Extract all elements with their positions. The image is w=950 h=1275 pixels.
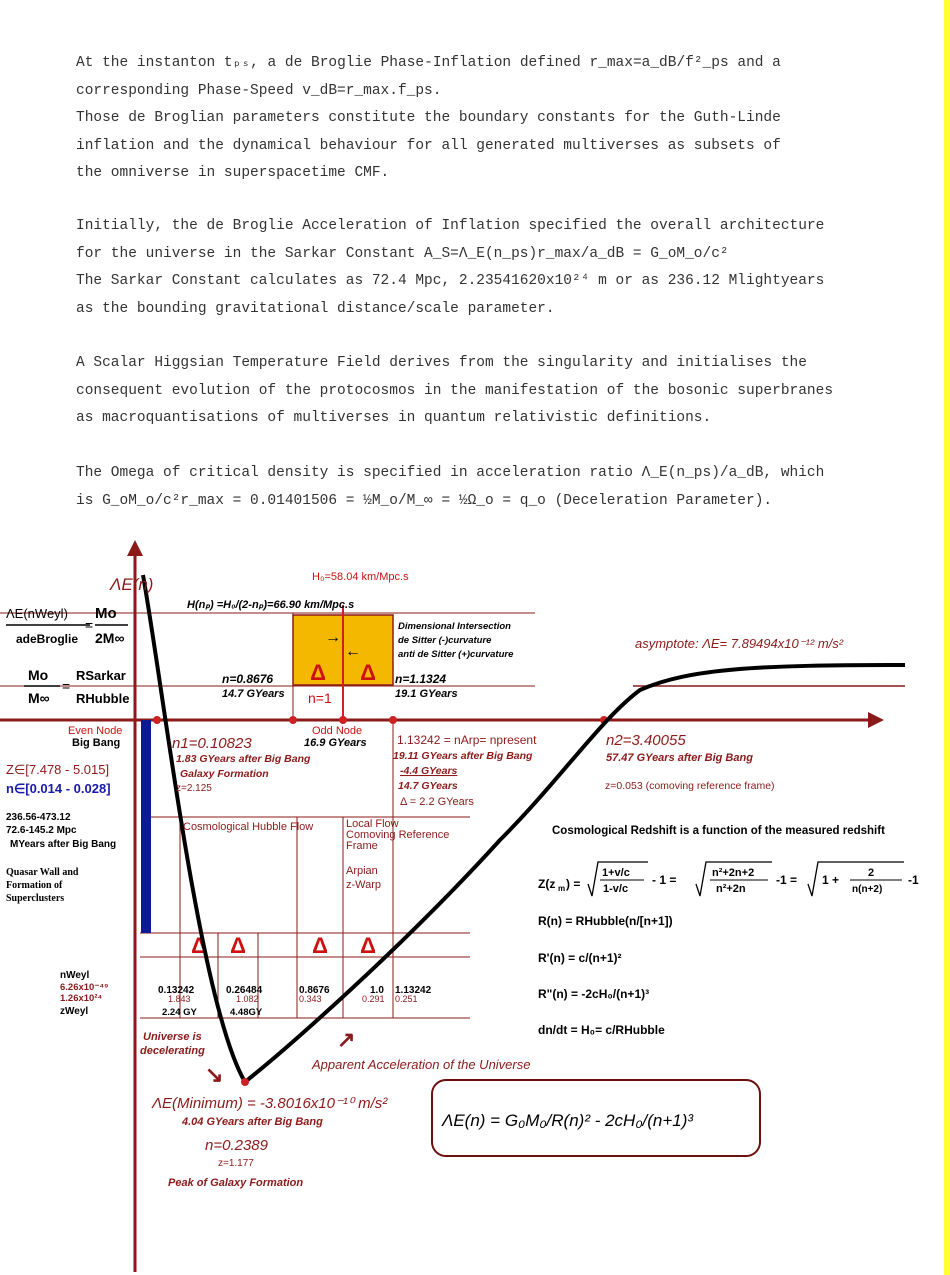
- svg-text:Cosmological Hubble Flow: Cosmological Hubble Flow: [183, 821, 314, 833]
- svg-text:1.0: 1.0: [370, 985, 384, 996]
- svg-text:n²+2n+2: n²+2n+2: [712, 867, 755, 879]
- svg-text:Galaxy Formation: Galaxy Formation: [180, 768, 269, 780]
- svg-text:←: ←: [345, 643, 361, 660]
- delta-symbol: Δ: [312, 933, 328, 958]
- svg-text:Superclusters: Superclusters: [6, 893, 65, 904]
- svg-text:z=0.053 (comoving reference fr: z=0.053 (comoving reference frame): [605, 780, 775, 792]
- text-line: corresponding Phase-Speed v_dB=r_max.f_ps.: [76, 82, 442, 99]
- svg-text:14.7 GYears: 14.7 GYears: [222, 688, 285, 700]
- text-line: The Sarkar Constant calculates as 72.4 Mpc, 2.23541620x10²⁴ m or as 236.12 Mlightyears: [76, 273, 825, 289]
- formula-text: ΛE(n) = G₀M₀/R(n)² - 2cH₀/(n+1)³: [442, 1111, 694, 1130]
- text-line: as the bounding gravitational distance/scale parameter.: [76, 300, 555, 317]
- y-axis-label: ΛE(n): [110, 575, 154, 594]
- svg-text:decelerating: decelerating: [140, 1045, 205, 1057]
- svg-text:-1 =: -1 =: [776, 873, 798, 887]
- text-line: for the universe in the Sarkar Constant A_S=Λ_E(n_ps)r_max/a_dB = G_oM_o/c²: [76, 245, 729, 262]
- svg-text:19.11 GYears after Big Bang: 19.11 GYears after Big Bang: [393, 750, 533, 762]
- text-line: At the instanton tₚₛ, a de Broglie Phase-Inflation defined r_max=a_dB/f²_ps and a: [76, 55, 781, 71]
- svg-text:n²+2n: n²+2n: [716, 883, 746, 895]
- svg-text:19.1 GYears: 19.1 GYears: [395, 688, 458, 700]
- text-line: A Scalar Higgsian Temperature Field derives from the singularity and initialises the: [76, 355, 807, 371]
- svg-text:z=2.125: z=2.125: [176, 783, 212, 794]
- hubble-nps: H(nₚ) =H₀/(2-nₚ)=66.90 km/Mpc.s: [187, 599, 355, 611]
- text-line: Those de Broglian parameters constitute the boundary constants for the Guth-Linde: [76, 110, 781, 126]
- svg-text:16.9 GYears: 16.9 GYears: [304, 737, 367, 749]
- svg-text:0.251: 0.251: [395, 994, 418, 1004]
- svg-text:=: =: [85, 617, 94, 633]
- svg-text:ΛE(Minimum) = -3.8016x10⁻¹⁰ m/: ΛE(Minimum) = -3.8016x10⁻¹⁰ m/s²: [152, 1095, 388, 1112]
- svg-text:57.47 GYears after Big Bang: 57.47 GYears after Big Bang: [606, 752, 753, 764]
- svg-text:2.24 GY: 2.24 GY: [162, 1007, 197, 1018]
- svg-text:dn/dt = H₀= c/RHubble: dn/dt = H₀= c/RHubble: [538, 1023, 665, 1037]
- svg-text:RSarkar: RSarkar: [76, 668, 126, 683]
- svg-text:-1: -1: [908, 873, 919, 887]
- text-line: The Omega of critical density is specified in acceleration ratio Λ_E(n_ps)/a_dB, which: [76, 465, 825, 481]
- delta-symbol: Δ: [191, 933, 207, 958]
- hubble-constant: H₀=58.04 km/Mpc.s: [312, 571, 409, 583]
- svg-text:Comoving Reference: Comoving Reference: [346, 829, 450, 841]
- svg-text:=: =: [62, 678, 71, 694]
- svg-text:1.13242: 1.13242: [395, 985, 432, 996]
- svg-text:14.7 GYears: 14.7 GYears: [398, 780, 458, 792]
- delta-symbol: Δ: [230, 933, 246, 958]
- svg-text:Apparent Acceleration of the U: Apparent Acceleration of the Universe: [312, 1057, 531, 1072]
- text-line: consequent evolution of the protocosmos in the manifestation of the bosonic superbranes: [76, 382, 834, 399]
- svg-text:2: 2: [868, 867, 875, 879]
- svg-text:Cosmological Redshift is a fun: Cosmological Redshift is a function of the measured redshift: [552, 825, 885, 837]
- svg-text:Peak of Galaxy Formation: Peak of Galaxy Formation: [168, 1177, 304, 1189]
- svg-text:72.6-145.2 Mpc: 72.6-145.2 Mpc: [6, 825, 77, 836]
- svg-text:Big Bang: Big Bang: [72, 737, 121, 749]
- svg-text:1.83 GYears after Big Bang: 1.83 GYears after Big Bang: [176, 753, 311, 765]
- svg-text:Mo: Mo: [28, 667, 49, 683]
- svg-text:R"(n) = -2cH₀/(n+1)³: R"(n) = -2cH₀/(n+1)³: [538, 987, 650, 1001]
- svg-text:) =: ) =: [566, 877, 581, 891]
- svg-text:1.082: 1.082: [236, 994, 259, 1004]
- x-axis-arrow: [868, 712, 884, 728]
- quasar-wall-bar: [141, 720, 151, 933]
- svg-text:n=0.8676: n=0.8676: [222, 672, 274, 686]
- svg-text:236.56-473.12: 236.56-473.12: [6, 812, 71, 823]
- svg-text:Z∈[7.478 - 5.015]: Z∈[7.478 - 5.015]: [6, 762, 110, 777]
- svg-text:Dimensional Intersection: Dimensional Intersection: [398, 621, 511, 632]
- svg-text:m: m: [558, 884, 566, 893]
- svg-text:1+v/c: 1+v/c: [602, 867, 630, 879]
- svg-text:- 1 =: - 1 =: [652, 873, 677, 887]
- svg-text:0.13242: 0.13242: [158, 985, 195, 996]
- svg-text:n(n+2): n(n+2): [852, 884, 883, 895]
- text-line: Initially, the de Broglie Acceleration of Inflation specified the overall architecture: [76, 218, 825, 234]
- svg-text:ΛE(nWeyl): ΛE(nWeyl): [6, 606, 68, 621]
- svg-text:zWeyl: zWeyl: [60, 1006, 89, 1017]
- svg-text:1 +: 1 +: [822, 873, 840, 887]
- svg-text:0.8676: 0.8676: [299, 985, 330, 996]
- svg-text:Local Flow: Local Flow: [346, 818, 399, 830]
- svg-text:MYears after Big Bang: MYears after Big Bang: [10, 839, 117, 850]
- svg-text:Formation of: Formation of: [6, 880, 63, 891]
- svg-text:0.343: 0.343: [299, 994, 322, 1004]
- asymptote-label: asymptote: ΛE= 7.89494x10⁻¹² m/s²: [635, 636, 844, 651]
- delta-symbol: Δ: [360, 660, 376, 685]
- svg-text:1-v/c: 1-v/c: [603, 883, 629, 895]
- svg-text:4.04 GYears after Big Bang: 4.04 GYears after Big Bang: [182, 1116, 323, 1128]
- text-line: is G_oM_o/c²r_max = 0.01401506 = ½M_o/M_∞ = ½Ω_o = q_o (Deceleration Parameter).: [76, 492, 773, 509]
- delta-symbol: Δ: [360, 933, 376, 958]
- svg-text:Odd Node: Odd Node: [312, 725, 363, 737]
- y-axis-arrow: [127, 540, 143, 556]
- svg-text:Arpian: Arpian: [346, 865, 378, 877]
- svg-text:→: →: [325, 629, 341, 646]
- svg-text:n=1: n=1: [308, 690, 332, 706]
- svg-text:nWeyl: nWeyl: [60, 970, 90, 981]
- svg-text:6.26x10⁻⁴⁹: 6.26x10⁻⁴⁹: [60, 982, 109, 993]
- svg-text:Even Node: Even Node: [68, 725, 123, 737]
- svg-text:anti de Sitter (+)curvature: anti de Sitter (+)curvature: [398, 649, 514, 660]
- svg-text:R'(n) = c/(n+1)²: R'(n) = c/(n+1)²: [538, 951, 622, 965]
- svg-text:n=1.1324: n=1.1324: [395, 672, 447, 686]
- text-line: inflation and the dynamical behaviour for all generated multiverses as subsets of: [76, 137, 781, 154]
- svg-text:1.13242 = nArp= npresent: 1.13242 = nArp= npresent: [397, 733, 537, 747]
- svg-text:z-Warp: z-Warp: [346, 879, 382, 891]
- svg-text:2M∞: 2M∞: [95, 630, 125, 646]
- svg-text:n=0.2389: n=0.2389: [205, 1137, 268, 1154]
- svg-text:Δ = 2.2 GYears: Δ = 2.2 GYears: [400, 796, 474, 808]
- svg-text:R(n) = RHubble(n/[n+1]): R(n) = RHubble(n/[n+1]): [538, 914, 673, 928]
- svg-text:1.26x10²⁴: 1.26x10²⁴: [60, 993, 103, 1004]
- svg-text:Universe is: Universe is: [143, 1031, 202, 1043]
- svg-text:0.26484: 0.26484: [226, 985, 263, 996]
- svg-text:Z(z: Z(z: [538, 877, 556, 891]
- svg-text:1.843: 1.843: [168, 994, 191, 1004]
- svg-text:-4.4 GYears: -4.4 GYears: [400, 765, 458, 777]
- svg-text:RHubble: RHubble: [76, 691, 130, 706]
- svg-text:↘: ↘: [205, 1062, 224, 1087]
- svg-text:z=1.177: z=1.177: [218, 1158, 254, 1169]
- svg-text:de Sitter (-)curvature: de Sitter (-)curvature: [398, 635, 492, 646]
- svg-text:n1=0.10823: n1=0.10823: [172, 735, 252, 752]
- svg-text:Frame: Frame: [346, 840, 378, 852]
- text-line: as macroquantisations of multiverses in quantum relativistic definitions.: [76, 410, 712, 426]
- svg-text:n2=3.40055: n2=3.40055: [606, 732, 686, 749]
- svg-text:4.48GY: 4.48GY: [230, 1007, 263, 1018]
- svg-text:Quasar Wall and: Quasar Wall and: [6, 867, 79, 878]
- svg-text:M∞: M∞: [28, 690, 50, 706]
- delta-symbol: Δ: [310, 660, 326, 685]
- svg-text:↗: ↗: [337, 1027, 356, 1052]
- svg-text:n∈[0.014 - 0.028]: n∈[0.014 - 0.028]: [6, 781, 111, 796]
- text-line: the omniverse in superspacetime CMF.: [76, 165, 390, 181]
- svg-text:Mo: Mo: [95, 605, 117, 622]
- svg-text:0.291: 0.291: [362, 994, 385, 1004]
- svg-text:adeBroglie: adeBroglie: [16, 632, 79, 646]
